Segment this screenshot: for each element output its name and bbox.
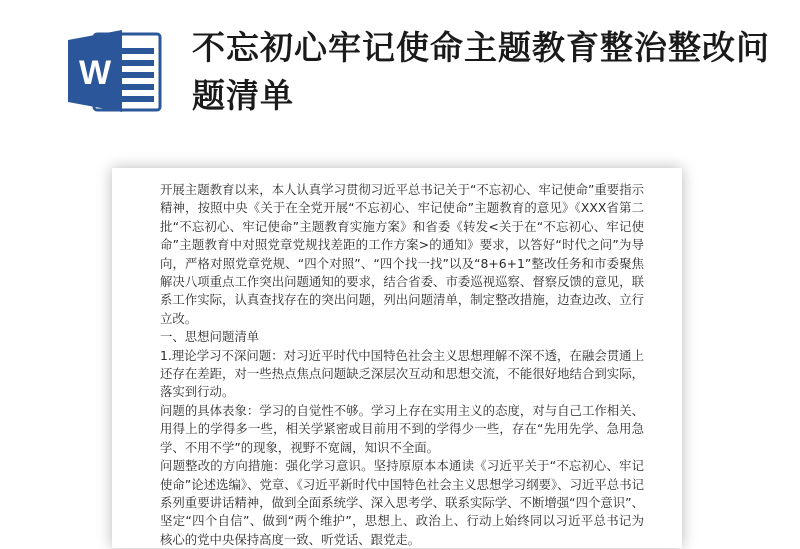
problem-symptoms: 问题的具体表象：学习的自觉性不够。学习上存在实用主义的态度，对与自己工作相关、用得上的学得多一些，相关学紧密或目前用不到的学得少一些，存在“先用先学、急用急学、不用不学”的现象，视野不宽阔，知识不全面。 bbox=[160, 402, 644, 455]
page-title: 不忘初心牢记使命主题教育整治整改问题清单 bbox=[192, 28, 770, 115]
section-heading: 一、思想问题清单 bbox=[160, 329, 260, 345]
problem-item: 1.理论学习不深问题：对习近平时代中国特色社会主义思想理解不深不透，在融会贯通上还存在差距，对一些热点焦点问题缺乏深层次互动和思想交流，不能很好地结合到实际，落实到行动。 bbox=[160, 347, 644, 400]
word-logo-icon bbox=[66, 26, 166, 116]
document-page bbox=[112, 168, 682, 548]
word-logo-letter: W bbox=[78, 54, 112, 92]
intro-paragraph: 开展主题教育以来，本人认真学习贯彻习近平总书记关于“不忘初心、牢记使命”重要指示精神，按照中央《关于在全党开展“不忘初心、牢记使命”主题教育的意见》《XXX省第二批“不忘初心、牢记使命”主题教育实施方案》和省委《转发<关于在“不忘初心、牢记使命”主题教育中对照党章党规找差距的工作方案>的通知》要求，以答好“时代之问”为导向，严格对照党章党规、“四个对照”、“四个找一找”以及“8+6+1”整改任务和市委聚焦解决八项重点工作突出问题通知的要求，结合省委、市委巡视巡察、督察反馈的意见，联系工作实际，认真查找存在的突出问题，列出问题清单，制定整改措施，边查边改、立行立改。 bbox=[160, 182, 644, 326]
document-body bbox=[160, 181, 644, 549]
rectification-measures: 问题整改的方向措施：强化学习意识。坚持原原本本通读《习近平关于“不忘初心、牢记使命”论述选编》、党章、《习近平新时代中国特色社会主义思想学习纲要》、习近平总书记系列重要讲话精神，做到全面系统学、深入思考学、联系实际学、不断增强“四个意识”、坚定“四个自信”、做到“两个维护”，思想上、政治上、行动上始终同以习近平总书记为核心的党中央保持高度一致、听党话、跟党走。 bbox=[160, 458, 644, 547]
